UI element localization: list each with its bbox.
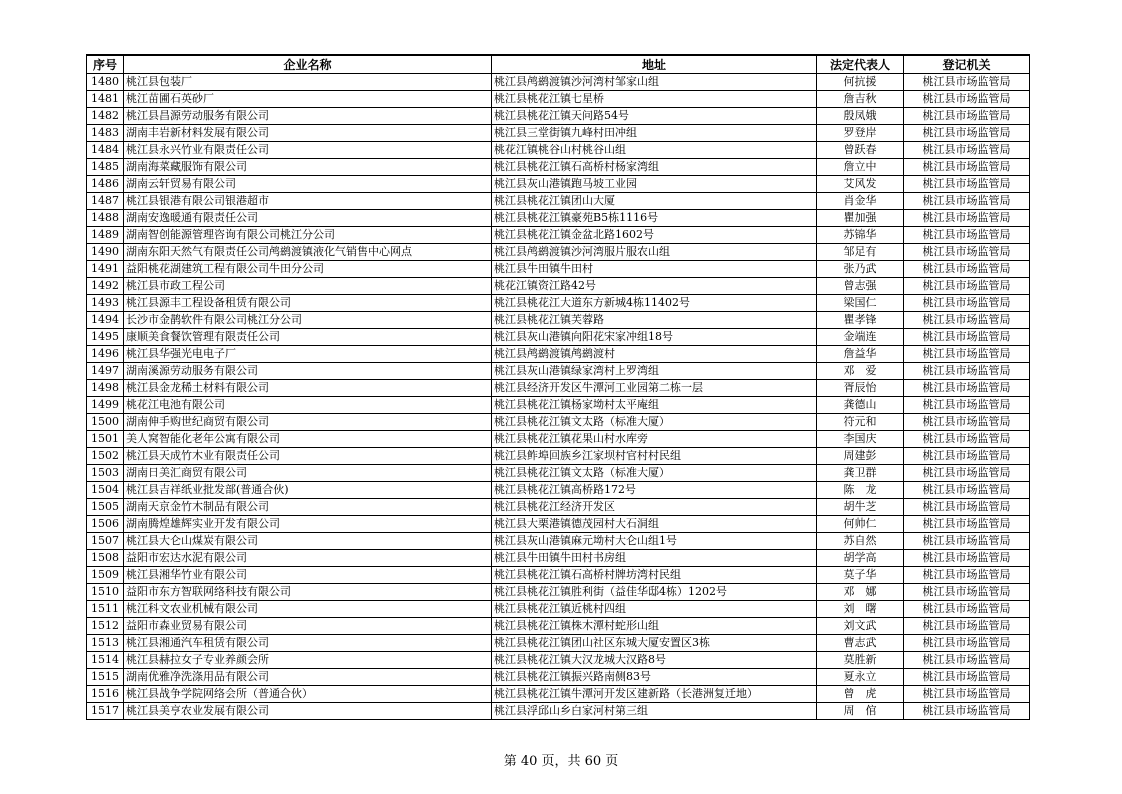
- cell-serial-number: 1502: [87, 448, 124, 465]
- table-row: [87, 91, 1030, 108]
- cell-registration-authority: 桃江县市场监管局: [904, 414, 1030, 431]
- cell-serial-number: 1503: [87, 465, 124, 482]
- cell-registration-authority: 桃江县市场监管局: [904, 465, 1030, 482]
- cell-registration-authority: 桃江县市场监管局: [904, 635, 1030, 652]
- cell-company-name: 桃江县湘华竹业有限公司: [124, 567, 492, 584]
- cell-registration-authority: 桃江县市场监管局: [904, 601, 1030, 618]
- cell-legal-representative: 邓 娜: [817, 584, 904, 601]
- cell-company-name: 桃江县市政工程公司: [124, 278, 492, 295]
- table-row: [87, 448, 1030, 465]
- cell-registration-authority: 桃江县市场监管局: [904, 74, 1030, 91]
- header-company-name: 企业名称: [124, 55, 492, 74]
- cell-company-name: 湖南安逸暖通有限责任公司: [124, 210, 492, 227]
- table-row: [87, 618, 1030, 635]
- cell-registration-authority: 桃江县市场监管局: [904, 210, 1030, 227]
- cell-legal-representative: 何抗援: [817, 74, 904, 91]
- cell-address: 桃江县桃花江镇牛潭河开发区建新路（长港洲复迁地）: [492, 686, 817, 703]
- cell-company-name: 湖南东阳天然气有限责任公司鸬鹚渡镇液化气销售中心网点: [124, 244, 492, 261]
- cell-serial-number: 1508: [87, 550, 124, 567]
- cell-address: 桃江县桃花江镇杨家坳村太平庵组: [492, 397, 817, 414]
- cell-legal-representative: 陈 龙: [817, 482, 904, 499]
- cell-registration-authority: 桃江县市场监管局: [904, 278, 1030, 295]
- cell-company-name: 桃江县湘通汽车租赁有限公司: [124, 635, 492, 652]
- cell-address: 桃江县桃花江镇石高桥村牌坊湾村民组: [492, 567, 817, 584]
- cell-address: 桃江县三堂街镇九峰村田冲组: [492, 125, 817, 142]
- cell-address: 桃江县桃花江镇七星桥: [492, 91, 817, 108]
- cell-serial-number: 1497: [87, 363, 124, 380]
- cell-address: 桃江县鲊埠回族乡江家坝村官村村民组: [492, 448, 817, 465]
- cell-serial-number: 1514: [87, 652, 124, 669]
- cell-address: 桃江县牛田镇牛田村书房组: [492, 550, 817, 567]
- cell-registration-authority: 桃江县市场监管局: [904, 261, 1030, 278]
- cell-address: 桃花江镇资江路42号: [492, 278, 817, 295]
- table-row: [87, 431, 1030, 448]
- table-row: [87, 261, 1030, 278]
- table-row: [87, 193, 1030, 210]
- cell-registration-authority: 桃江县市场监管局: [904, 176, 1030, 193]
- table-row: [87, 533, 1030, 550]
- cell-company-name: 湖南天京金竹木制品有限公司: [124, 499, 492, 516]
- cell-registration-authority: 桃江县市场监管局: [904, 533, 1030, 550]
- cell-company-name: 益阳桃花湖建筑工程有限公司牛田分公司: [124, 261, 492, 278]
- cell-serial-number: 1506: [87, 516, 124, 533]
- header-legal-representative: 法定代表人: [817, 55, 904, 74]
- cell-address: 桃江县桃花江镇大汉龙城大汉路8号: [492, 652, 817, 669]
- cell-company-name: 湖南伸手购世纪商贸有限公司: [124, 414, 492, 431]
- cell-registration-authority: 桃江县市场监管局: [904, 193, 1030, 210]
- cell-legal-representative: 曾志强: [817, 278, 904, 295]
- cell-serial-number: 1498: [87, 380, 124, 397]
- cell-address: 桃江县桃花江镇豪苑B5栋1116号: [492, 210, 817, 227]
- cell-company-name: 益阳市宏达水泥有限公司: [124, 550, 492, 567]
- cell-address: 桃江县桃花江镇天问路54号: [492, 108, 817, 125]
- cell-registration-authority: 桃江县市场监管局: [904, 499, 1030, 516]
- cell-address: 桃江县牛田镇牛田村: [492, 261, 817, 278]
- header-address: 地址: [492, 55, 817, 74]
- cell-address: 桃江县桃花江镇芙蓉路: [492, 312, 817, 329]
- cell-registration-authority: 桃江县市场监管局: [904, 652, 1030, 669]
- cell-serial-number: 1510: [87, 584, 124, 601]
- cell-registration-authority: 桃江县市场监管局: [904, 397, 1030, 414]
- table-row: [87, 465, 1030, 482]
- table-body: [87, 74, 1030, 720]
- cell-serial-number: 1495: [87, 329, 124, 346]
- cell-company-name: 益阳市东方智联网络科技有限公司: [124, 584, 492, 601]
- cell-legal-representative: 詹吉秋: [817, 91, 904, 108]
- cell-address: 桃江县桃花江镇团山社区东城大厦安置区3栋: [492, 635, 817, 652]
- table-row: [87, 414, 1030, 431]
- cell-company-name: 长沙市金鹊软件有限公司桃江分公司: [124, 312, 492, 329]
- table-row: [87, 329, 1030, 346]
- table-row: [87, 312, 1030, 329]
- cell-legal-representative: 周 倌: [817, 703, 904, 720]
- cell-serial-number: 1501: [87, 431, 124, 448]
- cell-company-name: 益阳市森业贸易有限公司: [124, 618, 492, 635]
- cell-legal-representative: 金端连: [817, 329, 904, 346]
- table-row: [87, 159, 1030, 176]
- cell-address: 桃江县灰山港镇向阳花宋家冲组18号: [492, 329, 817, 346]
- cell-address: 桃江县大栗港镇德茂园村大石洞组: [492, 516, 817, 533]
- table-row: [87, 567, 1030, 584]
- cell-serial-number: 1488: [87, 210, 124, 227]
- table-row: [87, 210, 1030, 227]
- table-row: [87, 669, 1030, 686]
- table-row: [87, 74, 1030, 91]
- cell-registration-authority: 桃江县市场监管局: [904, 346, 1030, 363]
- cell-legal-representative: 胥辰怡: [817, 380, 904, 397]
- cell-serial-number: 1509: [87, 567, 124, 584]
- table-row: [87, 686, 1030, 703]
- cell-company-name: 湖南云轩贸易有限公司: [124, 176, 492, 193]
- cell-legal-representative: 詹立中: [817, 159, 904, 176]
- cell-address: 桃江县灰山港镇跑马坡工业园: [492, 176, 817, 193]
- table-row: [87, 584, 1030, 601]
- cell-registration-authority: 桃江县市场监管局: [904, 142, 1030, 159]
- cell-registration-authority: 桃江县市场监管局: [904, 108, 1030, 125]
- cell-legal-representative: 周建彭: [817, 448, 904, 465]
- cell-address: 桃江县灰山港镇绿家湾村上罗湾组: [492, 363, 817, 380]
- table-row: [87, 397, 1030, 414]
- table-row: [87, 108, 1030, 125]
- table-row: [87, 499, 1030, 516]
- cell-address: 桃江县桃花江镇石高桥村杨家湾组: [492, 159, 817, 176]
- cell-company-name: 桃江县源丰工程设备租赁有限公司: [124, 295, 492, 312]
- cell-legal-representative: 龚卫群: [817, 465, 904, 482]
- table-row: [87, 125, 1030, 142]
- cell-address: 桃江县桃花江镇株木潭村蛇形山组: [492, 618, 817, 635]
- cell-legal-representative: 詹益华: [817, 346, 904, 363]
- cell-company-name: 桃江县美亨农业发展有限公司: [124, 703, 492, 720]
- cell-serial-number: 1499: [87, 397, 124, 414]
- cell-address: 桃江县桃花江镇文太路（标准大厦）: [492, 465, 817, 482]
- table-row: [87, 380, 1030, 397]
- cell-registration-authority: 桃江县市场监管局: [904, 363, 1030, 380]
- cell-registration-authority: 桃江县市场监管局: [904, 584, 1030, 601]
- cell-legal-representative: 刘文武: [817, 618, 904, 635]
- enterprise-registry-table: [86, 54, 1030, 720]
- cell-company-name: 桃花江电池有限公司: [124, 397, 492, 414]
- cell-legal-representative: 邓 爱: [817, 363, 904, 380]
- cell-serial-number: 1507: [87, 533, 124, 550]
- page-number-footer: 第 40 页，共 60 页: [503, 754, 619, 769]
- cell-serial-number: 1483: [87, 125, 124, 142]
- cell-company-name: 桃江县赫拉女子专业养颜会所: [124, 652, 492, 669]
- cell-serial-number: 1489: [87, 227, 124, 244]
- cell-company-name: 湖南优雅净洗涤用品有限公司: [124, 669, 492, 686]
- cell-legal-representative: 莫子华: [817, 567, 904, 584]
- cell-legal-representative: 瞿加强: [817, 210, 904, 227]
- cell-legal-representative: 瞿孝锋: [817, 312, 904, 329]
- cell-registration-authority: 桃江县市场监管局: [904, 431, 1030, 448]
- cell-registration-authority: 桃江县市场监管局: [904, 448, 1030, 465]
- cell-address: 桃江县桃花江大道东方新城4栋11402号: [492, 295, 817, 312]
- cell-address: 桃江县鸬鹚渡镇鸬鹚渡村: [492, 346, 817, 363]
- cell-legal-representative: 苏锦华: [817, 227, 904, 244]
- cell-serial-number: 1485: [87, 159, 124, 176]
- table-row: [87, 244, 1030, 261]
- cell-registration-authority: 桃江县市场监管局: [904, 312, 1030, 329]
- cell-address: 桃江县桃花江镇高桥路172号: [492, 482, 817, 499]
- cell-registration-authority: 桃江县市场监管局: [904, 669, 1030, 686]
- cell-registration-authority: 桃江县市场监管局: [904, 227, 1030, 244]
- cell-registration-authority: 桃江县市场监管局: [904, 244, 1030, 261]
- cell-serial-number: 1512: [87, 618, 124, 635]
- cell-serial-number: 1517: [87, 703, 124, 720]
- cell-legal-representative: 曾跃春: [817, 142, 904, 159]
- cell-legal-representative: 罗登岸: [817, 125, 904, 142]
- cell-registration-authority: 桃江县市场监管局: [904, 380, 1030, 397]
- cell-legal-representative: 胡牛芝: [817, 499, 904, 516]
- cell-registration-authority: 桃江县市场监管局: [904, 567, 1030, 584]
- cell-serial-number: 1491: [87, 261, 124, 278]
- table-row: [87, 295, 1030, 312]
- cell-serial-number: 1500: [87, 414, 124, 431]
- cell-legal-representative: 曹志武: [817, 635, 904, 652]
- cell-registration-authority: 桃江县市场监管局: [904, 550, 1030, 567]
- cell-address: 桃江县浮邱山乡白家河村第三组: [492, 703, 817, 720]
- cell-company-name: 湖南日美汇商贸有限公司: [124, 465, 492, 482]
- cell-company-name: 桃江县吉祥纸业批发部(普通合伙): [124, 482, 492, 499]
- table-row: [87, 550, 1030, 567]
- cell-legal-representative: 梁国仁: [817, 295, 904, 312]
- table-row: [87, 227, 1030, 244]
- cell-legal-representative: 李国庆: [817, 431, 904, 448]
- cell-company-name: 桃江科文农业机械有限公司: [124, 601, 492, 618]
- cell-serial-number: 1490: [87, 244, 124, 261]
- cell-address: 桃江县桃花江经济开发区: [492, 499, 817, 516]
- cell-address: 桃江县鸬鹚渡镇沙河湾服片服农山组: [492, 244, 817, 261]
- cell-company-name: 湖南智创能源管理咨询有限公司桃江分公司: [124, 227, 492, 244]
- cell-address: 桃江县灰山港镇麻元坳村大仑山组1号: [492, 533, 817, 550]
- cell-serial-number: 1492: [87, 278, 124, 295]
- cell-address: 桃江县桃花江镇振兴路南侧83号: [492, 669, 817, 686]
- cell-company-name: 美人窝智能化老年公寓有限公司: [124, 431, 492, 448]
- cell-serial-number: 1504: [87, 482, 124, 499]
- cell-registration-authority: 桃江县市场监管局: [904, 329, 1030, 346]
- cell-legal-representative: 刘 曙: [817, 601, 904, 618]
- cell-legal-representative: 莫胜新: [817, 652, 904, 669]
- cell-registration-authority: 桃江县市场监管局: [904, 618, 1030, 635]
- table-row: [87, 176, 1030, 193]
- cell-company-name: 桃江县金龙稀土材料有限公司: [124, 380, 492, 397]
- cell-address: 桃江县桃花江镇花果山村水库旁: [492, 431, 817, 448]
- cell-registration-authority: 桃江县市场监管局: [904, 125, 1030, 142]
- cell-serial-number: 1486: [87, 176, 124, 193]
- table-header-row: [87, 55, 1030, 74]
- table-row: [87, 346, 1030, 363]
- cell-serial-number: 1487: [87, 193, 124, 210]
- cell-legal-representative: 邹足有: [817, 244, 904, 261]
- cell-serial-number: 1511: [87, 601, 124, 618]
- cell-serial-number: 1496: [87, 346, 124, 363]
- cell-address: 桃江县鸬鹚渡镇沙河湾村邹家山组: [492, 74, 817, 91]
- cell-address: 桃花江镇桃谷山村桃谷山组: [492, 142, 817, 159]
- cell-legal-representative: 张乃武: [817, 261, 904, 278]
- cell-company-name: 湖南溪源劳动服务有限公司: [124, 363, 492, 380]
- cell-legal-representative: 曾 虎: [817, 686, 904, 703]
- cell-registration-authority: 桃江县市场监管局: [904, 91, 1030, 108]
- cell-registration-authority: 桃江县市场监管局: [904, 295, 1030, 312]
- cell-legal-representative: 夏永立: [817, 669, 904, 686]
- cell-company-name: 桃江苗圃石英砂厂: [124, 91, 492, 108]
- cell-serial-number: 1494: [87, 312, 124, 329]
- cell-serial-number: 1493: [87, 295, 124, 312]
- cell-serial-number: 1482: [87, 108, 124, 125]
- cell-company-name: 湖南腾煌雄辉实业开发有限公司: [124, 516, 492, 533]
- cell-company-name: 桃江县包装厂: [124, 74, 492, 91]
- cell-serial-number: 1484: [87, 142, 124, 159]
- cell-address: 桃江县桃花江镇胜利街（益佳华邸4栋）1202号: [492, 584, 817, 601]
- cell-address: 桃江县桃花江镇近桃村四组: [492, 601, 817, 618]
- cell-registration-authority: 桃江县市场监管局: [904, 703, 1030, 720]
- cell-address: 桃江县经济开发区牛潭河工业园第二栋一层: [492, 380, 817, 397]
- table-row: [87, 482, 1030, 499]
- cell-legal-representative: 胡学高: [817, 550, 904, 567]
- cell-company-name: 桃江县华强光电电子厂: [124, 346, 492, 363]
- table-row: [87, 142, 1030, 159]
- cell-serial-number: 1505: [87, 499, 124, 516]
- table-row: [87, 652, 1030, 669]
- table-row: [87, 363, 1030, 380]
- table-row: [87, 516, 1030, 533]
- cell-address: 桃江县桃花江镇金盆北路1602号: [492, 227, 817, 244]
- cell-registration-authority: 桃江县市场监管局: [904, 482, 1030, 499]
- cell-company-name: 桃江县战争学院网络会所（普通合伙）: [124, 686, 492, 703]
- cell-serial-number: 1480: [87, 74, 124, 91]
- cell-address: 桃江县桃花江镇文太路（标准大厦）: [492, 414, 817, 431]
- cell-legal-representative: 殷凤娥: [817, 108, 904, 125]
- cell-company-name: 湖南海菜藏服饰有限公司: [124, 159, 492, 176]
- table-row: [87, 601, 1030, 618]
- table-row: [87, 635, 1030, 652]
- cell-company-name: 桃江县天成竹木业有限责任公司: [124, 448, 492, 465]
- table-row: [87, 703, 1030, 720]
- cell-company-name: 桃江县大仑山煤炭有限公司: [124, 533, 492, 550]
- header-registration-authority: 登记机关: [904, 55, 1030, 74]
- cell-legal-representative: 肖金华: [817, 193, 904, 210]
- cell-serial-number: 1515: [87, 669, 124, 686]
- cell-registration-authority: 桃江县市场监管局: [904, 159, 1030, 176]
- cell-company-name: 桃江县银港有限公司银港超市: [124, 193, 492, 210]
- cell-legal-representative: 苏自然: [817, 533, 904, 550]
- cell-serial-number: 1516: [87, 686, 124, 703]
- header-serial-number: 序号: [87, 55, 124, 74]
- table-row: [87, 278, 1030, 295]
- cell-registration-authority: 桃江县市场监管局: [904, 686, 1030, 703]
- cell-legal-representative: 符元和: [817, 414, 904, 431]
- cell-legal-representative: 龚德山: [817, 397, 904, 414]
- cell-company-name: 桃江县昌源劳动服务有限公司: [124, 108, 492, 125]
- cell-serial-number: 1481: [87, 91, 124, 108]
- cell-serial-number: 1513: [87, 635, 124, 652]
- cell-company-name: 湖南丰岩新材料发展有限公司: [124, 125, 492, 142]
- cell-registration-authority: 桃江县市场监管局: [904, 516, 1030, 533]
- cell-company-name: 康顺美食餐饮管理有限责任公司: [124, 329, 492, 346]
- cell-legal-representative: 艾风发: [817, 176, 904, 193]
- cell-legal-representative: 何帅仁: [817, 516, 904, 533]
- cell-company-name: 桃江县永兴竹业有限责任公司: [124, 142, 492, 159]
- cell-address: 桃江县桃花江镇团山大厦: [492, 193, 817, 210]
